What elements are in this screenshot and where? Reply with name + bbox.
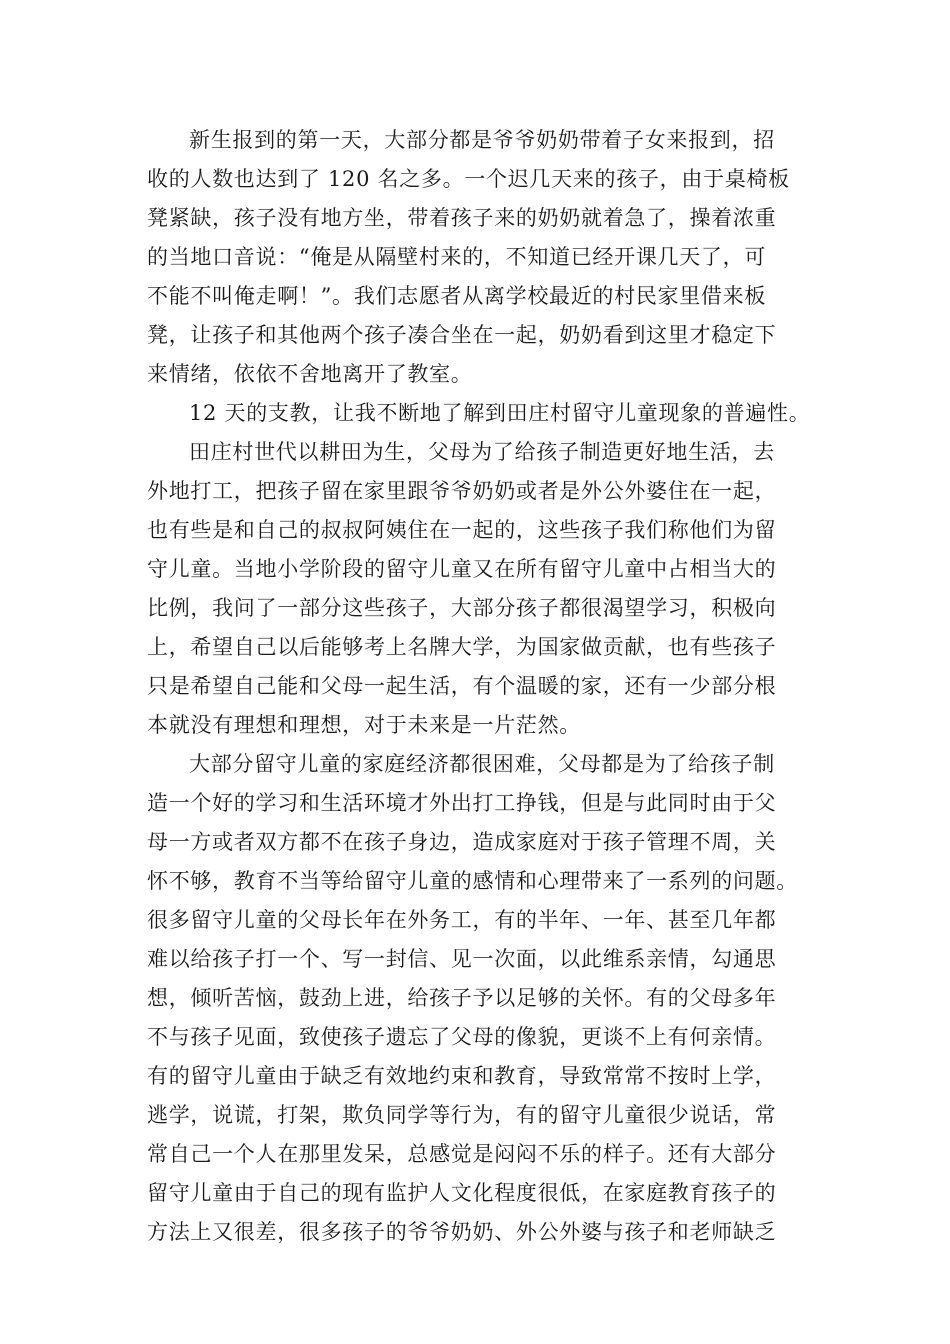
text-line: 凳紧缺，孩子没有地方坐，带着孩子来的奶奶就着急了，操着浓重: [147, 206, 777, 230]
paragraph: [147, 745, 812, 1252]
text-line: 的当地口音说：“俺是从隔壁村来的，不知道已经开课几天了，可: [147, 245, 767, 269]
text-line: 上，希望自己以后能够考上名牌大学，为国家做贡献，也有些孩子: [147, 635, 777, 659]
text-line: 母一方或者双方都不在孩子身边，造成家庭对于孩子管理不周，关: [147, 830, 777, 854]
paragraph: [147, 121, 812, 394]
text-line: 凳，让孩子和其他两个孩子凑合坐在一起，奶奶看到这里才稳定下: [147, 323, 777, 347]
text-line: 怀不够，教育不当等给留守儿童的感情和心理带来了一系列的问题。: [147, 869, 798, 893]
text-line: 不能不叫俺走啊！”。我们志愿者从离学校最近的村民家里借来板: [147, 284, 767, 308]
text-line: 守儿童。当地小学阶段的留守儿童又在所有留守儿童中占相当大的: [147, 557, 777, 581]
text-line: 只是希望自己能和父母一起生活，有个温暖的家，还有一少部分根: [147, 674, 777, 698]
text-line: 新生报到的第一天，大部分都是爷爷奶奶带着子女来报到，招: [189, 128, 775, 152]
text-line: 留守儿童由于自己的现有监护人文化程度很低，在家庭教育孩子的: [147, 1181, 777, 1205]
text-line: 逃学，说谎，打架，欺负同学等行为，有的留守儿童很少说话，常: [147, 1103, 777, 1127]
text-line: 收的人数也达到了 120 名之多。一个迟几天来的孩子，由于桌椅板: [147, 167, 790, 191]
paragraph: [147, 394, 812, 433]
text-line: 12 天的支教，让我不断地了解到田庄村留守儿童现象的普遍性。: [189, 401, 811, 425]
text-line: 不与孩子见面，致使孩子遗忘了父母的像貌，更谈不上有何亲情。: [147, 1025, 777, 1049]
text-line: 比例，我问了一部分这些孩子，大部分孩子都很渴望学习，积极向: [147, 596, 777, 620]
text-line: 造一个好的学习和生活环境才外出打工挣钱，但是与此同时由于父: [147, 791, 777, 815]
text-line: 很多留守儿童的父母长年在外务工，有的半年、一年、甚至几年都: [147, 908, 777, 932]
text-line: 大部分留守儿童的家庭经济都很困难，父母都是为了给孩子制: [189, 752, 775, 776]
text-line: 方法上又很差，很多孩子的爷爷奶奶、外公外婆与孩子和老师缺乏: [147, 1220, 777, 1244]
paragraph: [147, 433, 812, 745]
text-line: 常自己一个人在那里发呆，总感觉是闷闷不乐的样子。还有大部分: [147, 1142, 777, 1166]
text-line: 来情绪，依依不舍地离开了教室。: [147, 362, 473, 386]
text-line: 也有些是和自己的叔叔阿姨住在一起的，这些孩子我们称他们为留: [147, 518, 777, 542]
text-line: 有的留守儿童由于缺乏有效地约束和教育，导致常常不按时上学，: [147, 1064, 777, 1088]
body-text: [147, 121, 812, 1252]
text-line: 田庄村世代以耕田为生，父母为了给孩子制造更好地生活，去: [189, 440, 775, 464]
text-line: 想，倾听苦恼，鼓劲上进，给孩子予以足够的关怀。有的父母多年: [147, 986, 777, 1010]
text-line: 本就没有理想和理想，对于未来是一片茫然。: [147, 713, 581, 737]
text-line: 外地打工，把孩子留在家里跟爷爷奶奶或者是外公外婆住在一起，: [147, 479, 777, 503]
text-line: 难以给孩子打一个、写一封信、见一次面，以此维系亲情，勾通思: [147, 947, 777, 971]
